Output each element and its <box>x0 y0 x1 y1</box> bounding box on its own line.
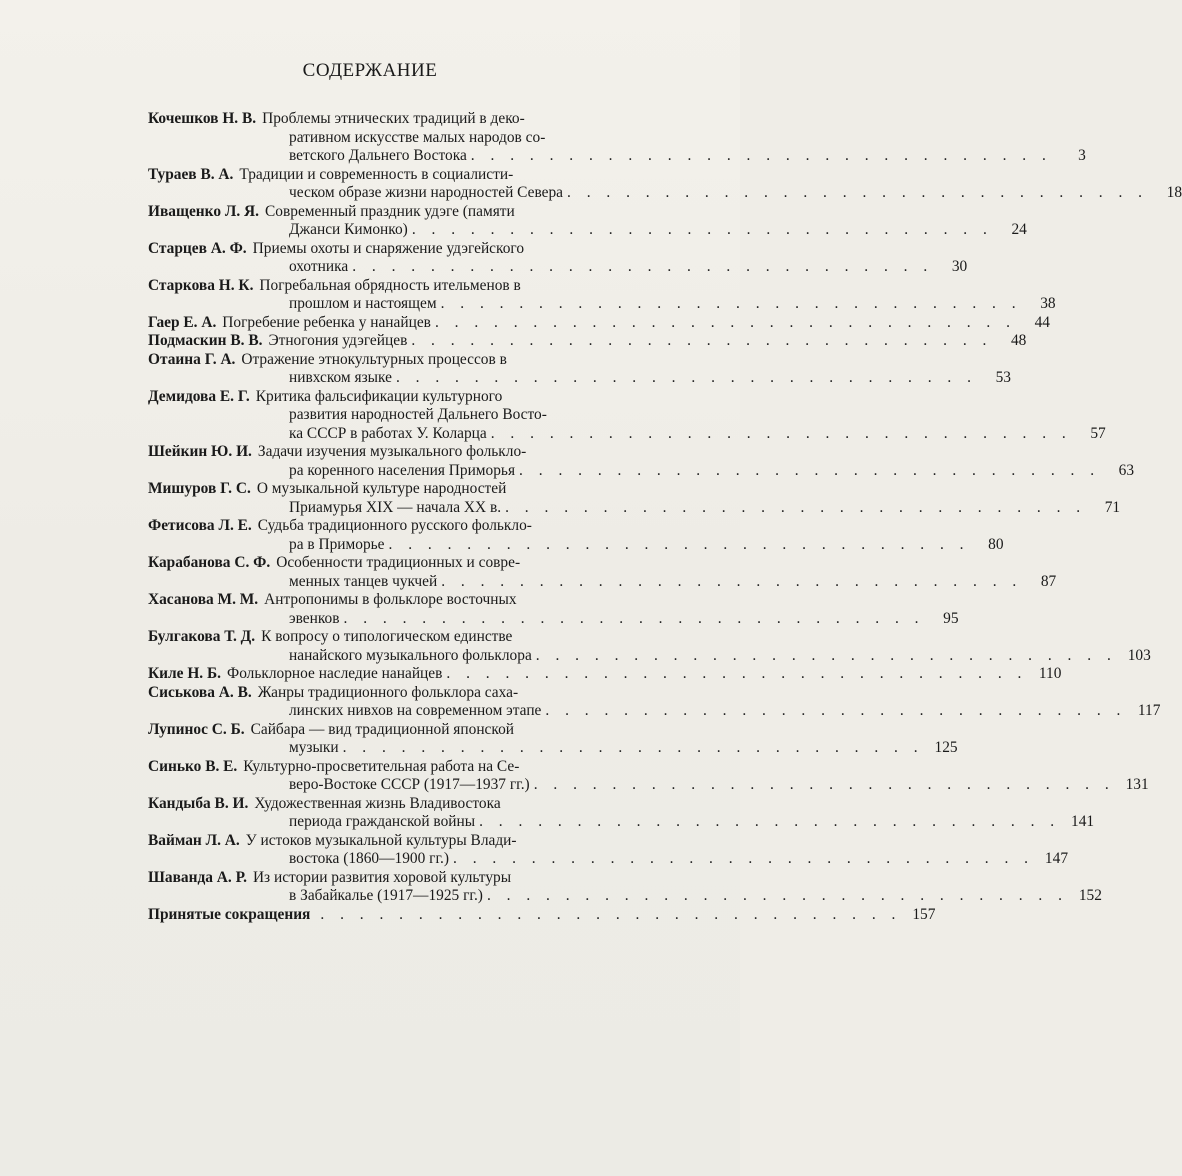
toc-line <box>148 203 680 222</box>
dot-leader: . . . . . . . . . . . . . . . . . . . . . . . . . . . . . . <box>533 776 1115 793</box>
toc-line <box>148 665 1062 684</box>
toc-entry <box>148 554 1057 591</box>
page-number: 3 <box>1078 147 1086 164</box>
toc-title-line: ветского Дальнего Востока <box>289 147 467 164</box>
toc-author: Фетисова Л. Е. <box>148 517 252 534</box>
toc-author: Сиськова А. В. <box>148 683 252 701</box>
toc-title-line: Сайбара — вид традиционной японской <box>250 720 515 738</box>
toc-entry <box>148 868 1102 906</box>
toc-author: Кочешков Н. В. <box>148 110 257 127</box>
page-title: СОДЕРЖАНИЕ <box>302 60 438 81</box>
toc-title-line: Погребение ребенка у нанайцев <box>222 313 431 331</box>
toc-line <box>148 609 959 629</box>
page-number: 152 <box>1078 887 1102 904</box>
toc-title-line: О музыкальной культуре народностей <box>256 480 507 497</box>
toc-title-line: охотника <box>289 258 349 275</box>
toc-title-line: Проблемы этнических традиций в деко- <box>262 110 525 127</box>
page-number: 125 <box>934 739 958 756</box>
toc-entry <box>148 313 1050 333</box>
dot-leader: . . . . . . . . . . . . . . . . . . . . . . . . . . . . . . <box>352 258 934 275</box>
dot-leader: . . . . . . . . . . . . . . . . . . . . . . . . . . . . . . <box>505 498 1087 516</box>
page-number: 30 <box>951 258 968 275</box>
toc-title-line: Традиции и современность в социалисти- <box>239 165 514 183</box>
toc-line <box>148 591 680 610</box>
toc-entry <box>148 276 1056 314</box>
page-number: 38 <box>1040 295 1056 312</box>
toc-author: Карабанова С. Ф. <box>148 554 271 571</box>
page-number: 87 <box>1040 572 1057 590</box>
toc-title-line: Критика фальсификации культурного <box>255 387 503 405</box>
toc-line <box>148 535 1004 555</box>
dot-leader: . . . . . . . . . . . . . . . . . . . . . . . . . . . . . . <box>479 813 1061 830</box>
toc-entry <box>148 757 1149 795</box>
toc-entry <box>148 794 1095 832</box>
toc-title-line: прошлом и настоящем <box>289 295 437 312</box>
toc-author: Демидова Е. Г. <box>148 387 250 405</box>
dot-leader: . . . . . . . . . . . . . . . . . . . . . . . . . . . . . . <box>545 702 1127 719</box>
toc-title-line: Отражение этнокультурных процессов в <box>241 350 507 368</box>
toc-author: Булгакова Т. Д. <box>148 628 256 645</box>
toc-line <box>148 443 680 462</box>
toc-title-line: востока (1860—1900 гг.) <box>289 850 449 867</box>
table-of-contents <box>148 110 1182 924</box>
toc-author: Старкова Н. К. <box>148 276 254 294</box>
toc-title-line: Антропонимы в фольклоре восточных <box>264 591 517 608</box>
toc-entry <box>148 350 1011 388</box>
toc-line <box>148 795 680 814</box>
dot-leader: . . . . . . . . . . . . . . . . . . . . . . . . . . . . . . <box>434 313 1016 331</box>
toc-entry <box>148 628 1151 665</box>
toc-line <box>148 517 680 536</box>
toc-author: Отаина Г. А. <box>148 350 236 368</box>
dot-leader: . . . . . . . . . . . . . . . . . . . . . . . . . . . . . . <box>535 646 1117 664</box>
page-number: 18 <box>1166 184 1182 201</box>
toc-title-line: Особенности традиционных и совре- <box>276 554 521 571</box>
toc-line <box>148 554 680 573</box>
toc-entry <box>148 332 1027 351</box>
toc-line <box>148 813 1095 832</box>
toc-line <box>148 480 680 499</box>
toc-entry <box>148 443 1135 480</box>
toc-line <box>148 684 680 703</box>
toc-entry <box>148 110 1086 166</box>
toc-line <box>148 832 680 851</box>
page-number: 57 <box>1090 424 1106 442</box>
toc-line <box>148 369 1011 388</box>
toc-entry <box>148 720 958 758</box>
toc-title-line: Погребальная обрядность ительменов в <box>259 276 521 294</box>
toc-entry <box>148 517 1004 554</box>
toc-line <box>148 646 1151 666</box>
toc-entry <box>148 387 1106 444</box>
toc-title-line: ческом образе жизни народностей Севера <box>289 184 564 201</box>
toc-author: Шейкин Ю. И. <box>148 443 252 460</box>
dot-leader: . . . . . . . . . . . . . . . . . . . . . . . . . . . . . . <box>470 147 1052 164</box>
page-number: 53 <box>995 369 1011 386</box>
toc-line <box>148 702 1161 721</box>
toc-line <box>148 572 1057 592</box>
toc-title-line: Приамурья XIX — начала XX в. <box>289 498 502 516</box>
toc-line <box>148 628 680 647</box>
toc-entry <box>148 683 1161 721</box>
page-number: 141 <box>1071 813 1095 830</box>
dot-leader: . . . . . . . . . . . . . . . . . . . . . . . . . . . . . . <box>343 609 925 627</box>
dot-leader: . . . . . . . . . . . . . . . . . . . . . . . . . . . . . . <box>342 739 924 756</box>
toc-line <box>148 147 1086 166</box>
toc-line <box>148 461 1135 481</box>
toc-title-line: Приемы охоты и снаряжение удэгейского <box>252 239 525 257</box>
toc-line <box>148 295 1056 314</box>
toc-title-line: развития народностей Дальнего Восто- <box>289 406 547 423</box>
toc-title-line: Жанры традиционного фольклора саха- <box>257 683 519 701</box>
toc-entry <box>148 480 1121 517</box>
dot-leader: . . . . . . . . . . . . . . . . . . . . . . . . . . . . . . <box>440 295 1022 312</box>
toc-author: Мишуров Г. С. <box>148 480 251 497</box>
toc-author: Подмаскин В. В. <box>148 332 263 349</box>
toc-author: Принятые сокращения <box>148 905 311 923</box>
toc-title-line: Культурно-просветительная работа на Се- <box>243 757 520 775</box>
toc-author: Хасанова М. М. <box>148 591 259 608</box>
dot-leader: . . . . . . . . . . . . . . . . . . . . . . . . . . . . . . <box>446 665 1028 682</box>
toc-line <box>148 406 680 425</box>
toc-entry <box>148 591 959 628</box>
toc-line <box>148 887 1102 906</box>
page-number: 157 <box>912 905 936 923</box>
toc-author: Старцев А. Ф. <box>148 239 247 257</box>
dot-leader: . . . . . . . . . . . . . . . . . . . . . . . . . . . . . . <box>567 184 1149 201</box>
page-number: 44 <box>1034 313 1050 331</box>
dot-leader: . . . . . . . . . . . . . . . . . . . . . . . . . . . . . . <box>486 887 1068 904</box>
toc-entry <box>148 202 1027 240</box>
toc-title-line: ра в Приморье <box>289 535 385 553</box>
toc-line <box>148 129 680 148</box>
toc-line <box>148 721 680 740</box>
toc-title-line: Из истории развития хоровой культуры <box>252 868 512 886</box>
toc-title-line: У истоков музыкальной культуры Влади- <box>245 831 517 849</box>
toc-title-line: периода гражданской войны <box>289 813 476 830</box>
toc-line <box>148 110 680 129</box>
toc-line <box>148 313 1050 333</box>
toc-author: Шаванда А. Р. <box>148 868 247 886</box>
page-number: 24 <box>1011 221 1027 238</box>
page-number: 131 <box>1125 776 1149 793</box>
toc-line <box>148 277 680 296</box>
page-number: 63 <box>1118 461 1135 479</box>
dot-leader: . . . . . . . . . . . . . . . . . . . . . . . . . . . . . . <box>453 850 1035 867</box>
toc-entry <box>148 831 1069 869</box>
toc-author: Гаер Е. А. <box>148 313 217 331</box>
toc-title-line: Джанси Кимонко) <box>289 221 408 238</box>
toc-line <box>148 388 680 407</box>
toc-title-line: Художественная жизнь Владивостока <box>254 794 501 812</box>
toc-title-line: в Забайкалье (1917—1925 гг.) <box>289 887 483 904</box>
toc-line <box>148 166 680 185</box>
page-number: 95 <box>943 609 959 627</box>
toc-entry <box>148 239 968 277</box>
toc-author: Тураев В. А. <box>148 165 234 183</box>
toc-title-line: Современный праздник удэге (памяти <box>265 202 515 220</box>
toc-title-line: эвенков <box>289 609 340 627</box>
toc-title-line: К вопросу о типологическом единстве <box>261 628 513 645</box>
toc-line <box>148 758 680 777</box>
toc-title-line: Задачи изучения музыкального фолькло- <box>257 443 527 460</box>
toc-title-line: Судьба традиционного русского фолькло- <box>257 517 532 534</box>
toc-line <box>148 332 1027 351</box>
toc-entry <box>148 165 1182 203</box>
toc-author: Вайман Л. А. <box>148 831 240 849</box>
dot-leader: . . . . . . . . . . . . . . . . . . . . . . . . . . . . . . <box>395 369 977 386</box>
toc-line <box>148 221 1027 240</box>
toc-title-line: ра коренного населения Приморья <box>289 461 516 479</box>
page-number: 147 <box>1044 850 1069 867</box>
toc-author: Иващенко Л. Я. <box>148 202 260 220</box>
page-number: 80 <box>988 535 1004 553</box>
toc-title-line: нанайского музыкального фольклора <box>289 646 532 664</box>
page-number: 117 <box>1137 702 1161 719</box>
toc-line <box>148 776 1149 795</box>
dot-leader: . . . . . . . . . . . . . . . . . . . . . . . . . . . . . . <box>490 424 1072 442</box>
toc-line <box>148 184 1182 203</box>
toc-line <box>148 258 968 277</box>
toc-author: Киле Н. Б. <box>148 665 222 682</box>
dot-leader: . . . . . . . . . . . . . . . . . . . . . . . . . . . . . . <box>519 461 1101 479</box>
toc-title-line: нивхском языке <box>289 369 392 386</box>
page-number: 48 <box>1010 332 1027 349</box>
toc-title-line: веро-Востоке СССР (1917—1937 гг.) <box>289 776 530 793</box>
toc-title-line: Этногония удэгейцев <box>268 332 408 349</box>
toc-title-line: линских нивхов на современном этапе <box>289 702 542 719</box>
toc-title-line: менных танцев чукчей <box>289 572 438 590</box>
page-number: 71 <box>1104 498 1121 516</box>
dot-leader: . . . . . . . . . . . . . . . . . . . . . . . . . . . . . . <box>388 535 970 553</box>
toc-line <box>148 850 1069 869</box>
toc-line <box>148 240 680 259</box>
toc-title-line: Фольклорное наследие нанайцев <box>227 665 443 682</box>
dot-leader: . . . . . . . . . . . . . . . . . . . . . . . . . . . . . . <box>320 905 902 923</box>
toc-line <box>148 351 680 370</box>
toc-author: Кандыба В. И. <box>148 794 249 812</box>
toc-line <box>148 424 1106 444</box>
toc-line <box>148 905 936 925</box>
toc-author: Лупинос С. Б. <box>148 720 245 738</box>
page-number: 103 <box>1127 646 1151 664</box>
toc-author: Синько В. Е. <box>148 757 238 775</box>
toc-title-line: музыки <box>289 739 339 756</box>
toc-entry <box>148 905 936 925</box>
dot-leader: . . . . . . . . . . . . . . . . . . . . . . . . . . . . . . <box>411 332 993 349</box>
toc-line <box>148 739 958 758</box>
toc-entry <box>148 665 1062 684</box>
toc-line <box>148 498 1121 518</box>
dot-leader: . . . . . . . . . . . . . . . . . . . . . . . . . . . . . . <box>411 221 993 238</box>
toc-title-line: ка СССР в работах У. Коларца <box>289 424 487 442</box>
page-number: 110 <box>1038 665 1062 682</box>
toc-title-line: ративном искусстве малых народов со- <box>289 128 546 146</box>
dot-leader: . . . . . . . . . . . . . . . . . . . . . . . . . . . . . . <box>441 572 1023 590</box>
toc-line <box>148 869 680 888</box>
